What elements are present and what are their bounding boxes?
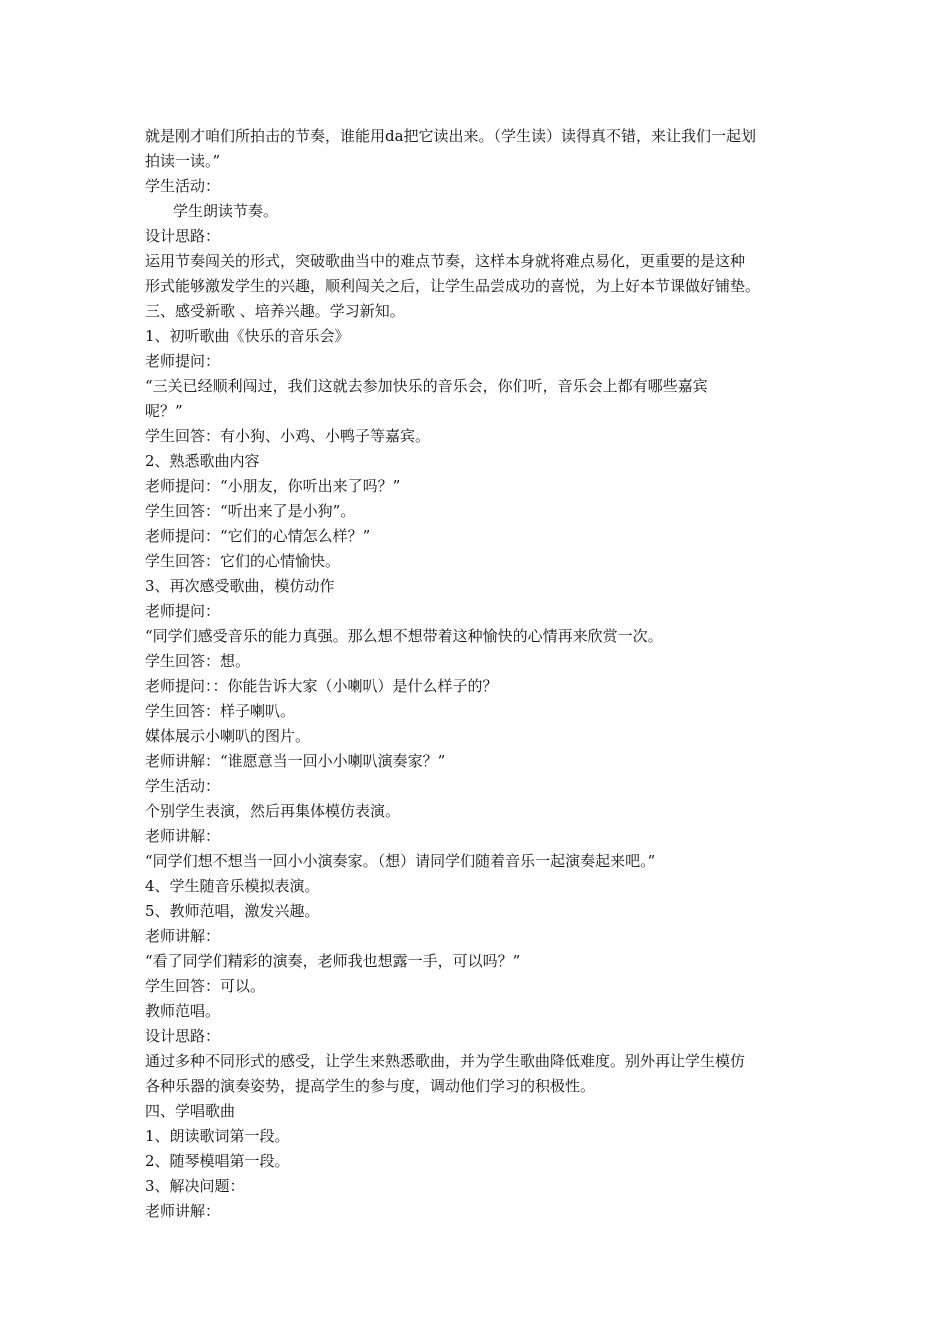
document-body — [145, 124, 813, 1224]
text-line: 学生活动： — [145, 777, 221, 795]
text-line: 设计思路： — [145, 1027, 221, 1045]
text-line: 3、再次感受歌曲，模仿动作 — [145, 577, 335, 595]
text-line: 学生朗读节奏。 — [173, 202, 279, 220]
text-line: 个别学生表演，然后再集体模仿表演。 — [145, 802, 401, 820]
text-line: 4、学生随音乐模拟表演。 — [145, 877, 320, 895]
text-line: 形式能够激发学生的兴趣，顺利闯关之后，让学生品尝成功的喜悦，为上好本节课做好铺垫。 — [145, 277, 761, 295]
text-line: 就是刚才咱们所拍击的节奏，谁能用da把它读出来。（学生读）读得真不错，来让我们一起划 — [145, 127, 757, 145]
text-line: 老师提问：：你能告诉大家（小喇叭）是什么样子的？ — [145, 677, 498, 695]
text-line: 老师讲解： — [145, 827, 221, 845]
text-line: 老师讲解： — [145, 927, 221, 945]
text-line: 老师提问：“小朋友，你听出来了吗？” — [145, 477, 401, 495]
text-line: 呢？” — [145, 402, 183, 420]
text-line: “看了同学们精彩的演奏，老师我也想露一手，可以吗？” — [145, 952, 521, 970]
text-line: 老师讲解：“谁愿意当一回小小喇叭演奏家？” — [145, 752, 446, 770]
section-heading: 四、学唱歌曲 — [145, 1102, 236, 1120]
text-line: 各种乐器的演奏姿势，提高学生的参与度，调动他们学习的积极性。 — [145, 1077, 596, 1095]
text-line: 拍读一读。” — [145, 152, 221, 170]
text-line: 2、随琴模唱第一段。 — [145, 1152, 290, 1170]
text-line: 学生回答：有小狗、小鸡、小鸭子等嘉宾。 — [145, 427, 431, 445]
text-line: 学生回答：它们的心情愉快。 — [145, 552, 341, 570]
text-line: 老师提问：“它们的心情怎么样？” — [145, 527, 371, 545]
text-line: 2、熟悉歌曲内容 — [145, 452, 260, 470]
text-line: 运用节奏闯关的形式，突破歌曲当中的难点节奏，这样本身就将难点易化，更重要的是这种 — [145, 252, 746, 270]
text-line: 设计思路： — [145, 227, 221, 245]
text-line: 3、解决问题： — [145, 1177, 245, 1195]
text-line: 老师提问： — [145, 602, 221, 620]
text-line: 学生回答：“听出来了是小狗”。 — [145, 502, 356, 520]
text-line: 学生回答：想。 — [145, 652, 251, 670]
text-line: 学生回答：样子喇叭。 — [145, 702, 296, 720]
text-line: 媒体展示小喇叭的图片。 — [145, 727, 311, 745]
text-line: “三关已经顺利闯过，我们这就去参加快乐的音乐会，你们听，音乐会上都有哪些嘉宾 — [145, 377, 708, 395]
text-line: 1、朗读歌词第一段。 — [145, 1127, 290, 1145]
text-line: “同学们感受音乐的能力真强。那么想不想带着这种愉快的心情再来欣赏一次。 — [145, 627, 663, 645]
text-line: 1、初听歌曲《快乐的音乐会》 — [145, 327, 350, 345]
text-line: 教师范唱。 — [145, 1002, 221, 1020]
text-line: 学生活动： — [145, 177, 221, 195]
text-line: 通过多种不同形式的感受，让学生来熟悉歌曲，并为学生歌曲降低难度。别外再让学生模仿 — [145, 1052, 746, 1070]
text-line: “同学们想不想当一回小小演奏家。（想）请同学们随着音乐一起演奏起来吧。” — [145, 852, 656, 870]
text-line: 老师提问： — [145, 352, 221, 370]
section-heading: 三、感受新歌 、培养兴趣。学习新知。 — [145, 302, 405, 320]
text-line: 老师讲解： — [145, 1202, 221, 1220]
text-line: 5、教师范唱，激发兴趣。 — [145, 902, 320, 920]
text-line: 学生回答：可以。 — [145, 977, 266, 995]
